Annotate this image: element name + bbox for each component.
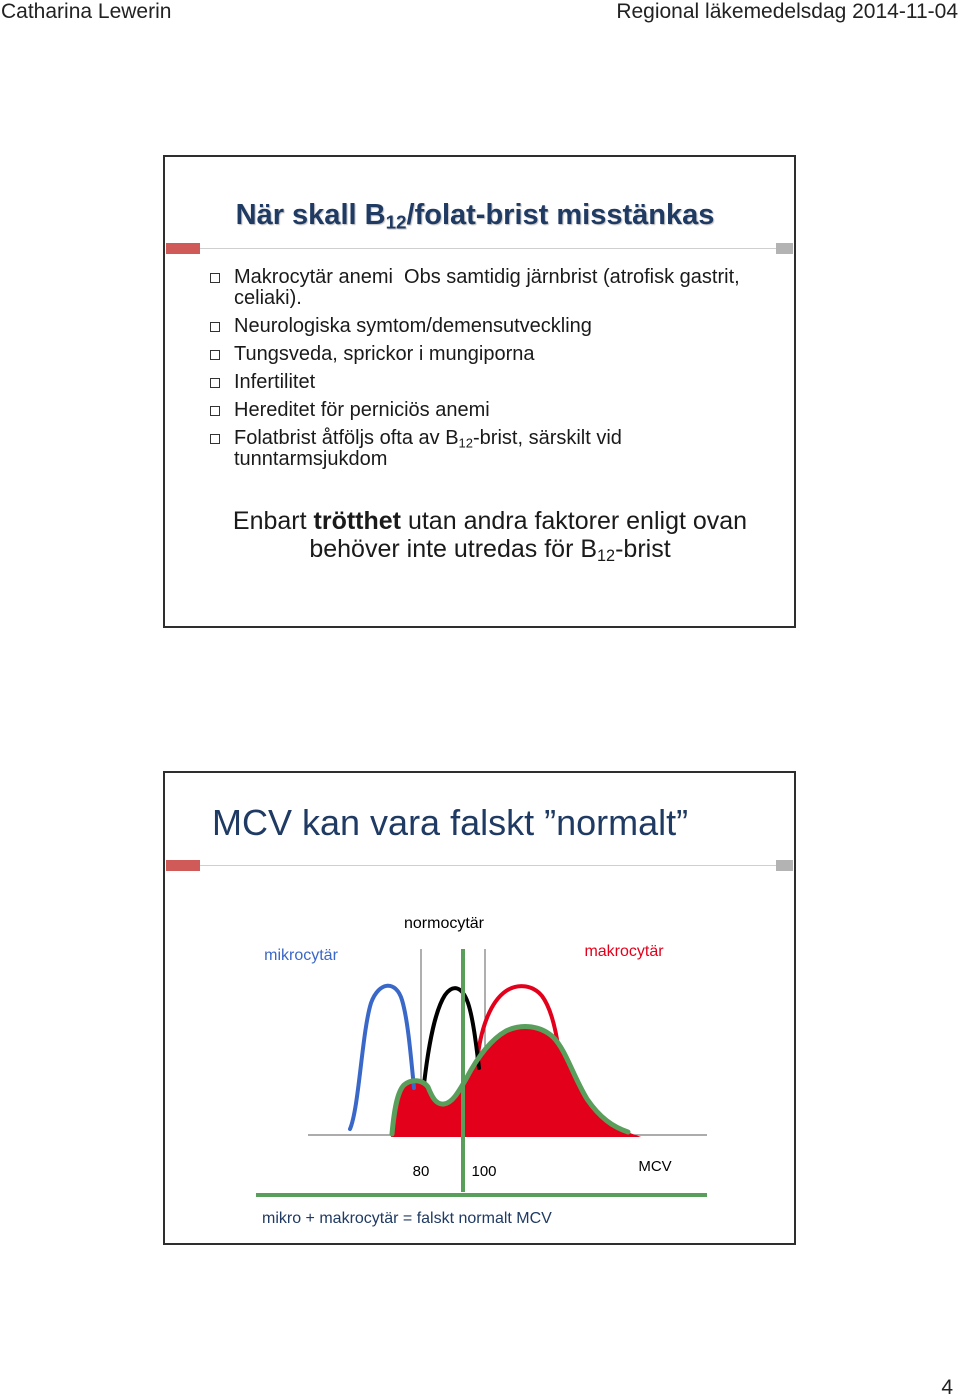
slide-title: MCV kan vara falskt ”normalt” [212, 802, 689, 843]
axis-label-mcv: MCV [638, 1158, 672, 1175]
accent-band [165, 243, 794, 254]
square-bullet-icon [210, 350, 220, 360]
square-bullet-icon [210, 434, 220, 444]
tick-label-80: 80 [412, 1163, 430, 1180]
bullet-text-part: Folatbrist åtföljs ofta av B [234, 427, 459, 449]
note-line-1 [210, 507, 770, 535]
title-text: När skall B [235, 199, 386, 231]
note-emphasis: trötthet [313, 507, 402, 535]
title-subscript: 12 [385, 211, 407, 233]
accent-block-grey [776, 243, 793, 254]
header-author: Catharina Lewerin [1, 0, 172, 23]
bullet-list [210, 267, 764, 477]
page-number: 4 [941, 1376, 953, 1399]
note-line-2 [210, 535, 770, 566]
mikrocytar-label: mikrocytär [264, 947, 338, 964]
bullet-text: Neurologiska symtom/demensutveckling [234, 315, 592, 337]
diagram-caption: mikro + makrocytär = falskt normalt MCV [262, 1210, 552, 1227]
bullet-text: Infertilitet [234, 371, 316, 393]
square-bullet-icon [210, 378, 220, 388]
note-text: Enbart [232, 507, 314, 535]
square-bullet-icon [210, 406, 220, 416]
bullet-subscript: 12 [458, 435, 474, 451]
bullet-text: Makrocytär anemi Obs samtidig järnbrist (atrofisk gastrit, celiaki). [234, 266, 746, 309]
bullet-item [210, 267, 764, 309]
note-text: -brist [615, 535, 671, 563]
bullet-text-part: -brist, särskilt vid tunntarmsjukdom [234, 427, 628, 470]
note-text: utan andra faktorer enligt ovan [401, 507, 748, 535]
mcv-distribution-diagram [165, 773, 794, 1243]
fatigue-note [210, 507, 770, 566]
note-subscript: 12 [597, 547, 616, 566]
bullet-text: Hereditet för perniciös anemi [234, 399, 490, 421]
slide-title [165, 198, 785, 232]
title-text-rest: /folat-brist misstänkas [406, 199, 715, 231]
header-event: Regional läkemedelsdag 2014-11-04 [616, 0, 958, 23]
bullet-text [234, 427, 627, 470]
note-text: behöver inte utredas för B [309, 535, 598, 563]
bullet-text: Tungsveda, sprickor i mungiporna [234, 343, 535, 365]
normocytar-label: normocytär [403, 915, 485, 932]
accent-block-red [166, 243, 200, 254]
square-bullet-icon [210, 273, 220, 283]
tick-label-100: 100 [471, 1163, 497, 1180]
bullet-item [210, 400, 764, 421]
slide-mcv-false-normal [163, 771, 796, 1245]
bullet-item [210, 428, 764, 470]
bullet-item [210, 372, 764, 393]
square-bullet-icon [210, 322, 220, 332]
bullet-item [210, 316, 764, 337]
accent-rule [200, 248, 776, 249]
makrocytar-label: makrocytär [584, 943, 664, 960]
slide-b12-suspicion [163, 155, 796, 628]
bullet-item [210, 344, 764, 365]
